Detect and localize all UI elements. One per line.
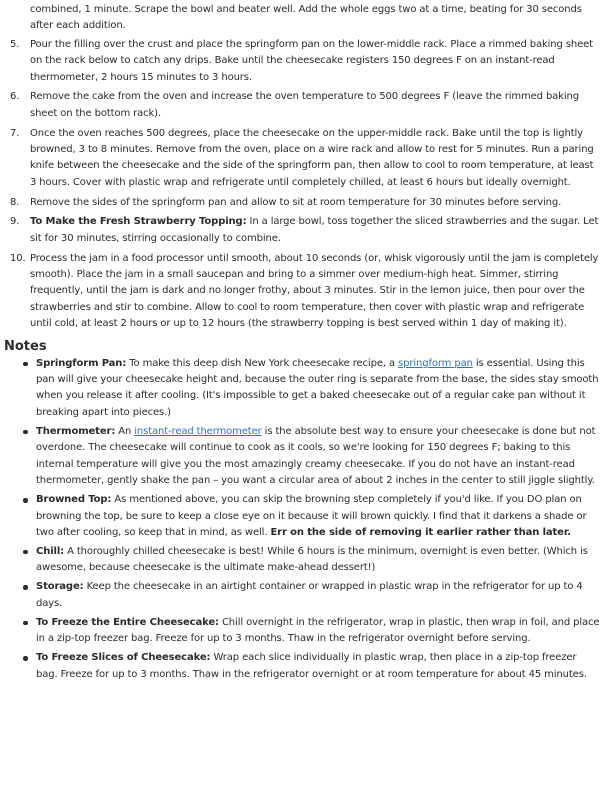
step-text: In a large bowl, toss together the sliced strawberries and the sugar. Let sit for 30 minutes, stirring occasionally to combine. [30,216,599,244]
note-label: To Freeze Slices of Cheesecake: [36,652,211,664]
step-4-continuation: combined, 1 minute. Scrape the bowl and beater well. Add the whole eggs two at a time, beating for 30 seconds after each addition. [30,4,582,32]
notes-list [6,356,600,683]
note-text: As mentioned above, you can skip the browning step completely if you'd like. If you DO plan on browning the top, be sure to keep a close eye on it because it will brown quickly. I find that it darkens a shade or two after cooling, so keep that in mind, as well. [36,494,587,538]
step-item [6,37,600,86]
step-text: Process the jam in a food processor until smooth, about 10 seconds (or, whisk vigorously until the jam is completely smooth). Place the jam in a small saucepan and bring to a simmer over medium-high heat. Simmer, stirring frequently, until the jam is dark and no longer frothy, about 3 minutes. Stir in the lemon juice, then pour over the strawberries and stir to combine. Allow to cool to room temperature, then cover with plastic wrap and refrigerate until cold, at least 2 hours or up to 12 hours (the strawberry topping is best served within 1 day of making it). [30,252,599,330]
step-text: Once the oven reaches 500 degrees, place the cheesecake on the upper-middle rack. Bake until the top is lightly browned, 3 to 8 minutes. Remove from the oven, place on a wire rack and allow to rest for 5 minutes. Run a paring knife between the cheesecake and the side of the springform pan, then allow to cool to room temperature, at least 3 hours. Cover with plastic wrap and refrigerate until completely chilled, at least 6 hours but ideally overnight. [30,127,594,188]
step-number: 10. [10,252,26,264]
step-text: Pour the filling over the crust and place the springform pan on the lower-middle rack. Place a rimmed baking sheet on the rack below to catch any drips. Bake until the cheesecake registers 150 degrees F on an instant-read thermometer, 2 hours 15 minutes to 3 hours. [30,38,593,83]
step-number: 6. [10,91,20,103]
note-text: To make this deep dish New York cheesecake recipe, a [126,357,399,369]
note-freeze-entire [6,615,600,648]
bullet-icon [23,498,28,503]
step-number: 7. [10,127,20,139]
step-item [6,214,600,247]
note-label: Storage: [36,581,84,593]
instant-read-thermometer-link[interactable]: instant-read thermometer [134,425,262,437]
step-item [6,89,600,122]
bullet-icon [23,621,28,626]
note-text: An [115,425,135,437]
bullet-icon [23,656,28,661]
step-number: 8. [10,196,20,208]
step-bold-label: To Make the Fresh Strawberry Topping: [30,216,247,228]
note-chill [6,544,600,577]
notes-heading: Notes [4,338,47,354]
note-text: A thoroughly chilled cheesecake is best! While 6 hours is the minimum, overnight is even better. (Which is awesome, because cheesecake is the ultimate make-ahead dessert!) [36,545,588,574]
bullet-icon [23,430,28,435]
note-label: To Freeze the Entire Cheesecake: [36,616,219,628]
note-label: Thermometer: [36,425,116,437]
note-text: is the absolute best way to ensure your cheesecake is done but not overdone. The cheesecake will continue to cook as it cools, so we're looking for 150 degrees F; baking to this internal temperature will give you the most amazingly creamy cheesecake. If you do not have an instant-read thermometer, gently shake the pan – you want a circular area of about 2 inches in the center to still jiggle slightly. [36,425,596,487]
step-item [6,195,600,211]
note-text: Chill overnight in the refrigerator, wrap in plastic, then wrap in foil, and place in a zip-top freezer bag. Freeze for up to 3 months. Thaw in the refrigerator overnight before serving. [36,616,600,645]
step-number: 5. [10,38,20,50]
note-label: Chill: [36,545,65,557]
note-label: Springform Pan: [36,357,127,369]
note-text: Keep the cheesecake in an airtight container or wrapped in plastic wrap in the refrigerator for up to 4 days. [36,581,583,609]
note-storage [6,579,600,612]
step-item [6,126,600,192]
note-text: is essential. Using this pan will give your cheesecake height and, because the outer ring is separate from the base, the sides stay smooth when you release it after cooling. (It's impossible to get a baked cheesecake out of a regular cake pan without it breaking apart into pieces.) [36,357,599,418]
note-freeze-slices [6,650,600,683]
bullet-icon [23,550,28,555]
bullet-icon [23,362,28,367]
step-number: 9. [10,216,20,228]
note-emphasis: Err on the side of removing it earlier rather than later. [270,526,571,538]
note-browned-top [6,492,600,541]
step-text: Remove the cake from the oven and increase the oven temperature to 500 degrees F (leave the rimmed baking sheet on the bottom rack). [30,91,579,119]
step-text: Remove the sides of the springform pan and allow to sit at room temperature for 30 minutes before serving. [30,196,562,208]
note-springform [6,356,600,422]
note-label: Browned Top: [36,494,112,506]
note-thermometer [6,424,600,490]
springform-pan-link[interactable]: springform pan [398,357,473,369]
instruction-steps [6,37,600,333]
bullet-icon [23,585,28,590]
step-item [6,251,600,333]
note-text: Wrap each slice individually in plastic wrap, then place in a zip-top freezer bag. Freeze for up to 3 months. Thaw in the refrigerator overnight or at room temperature for about 45 minutes. [36,652,587,680]
